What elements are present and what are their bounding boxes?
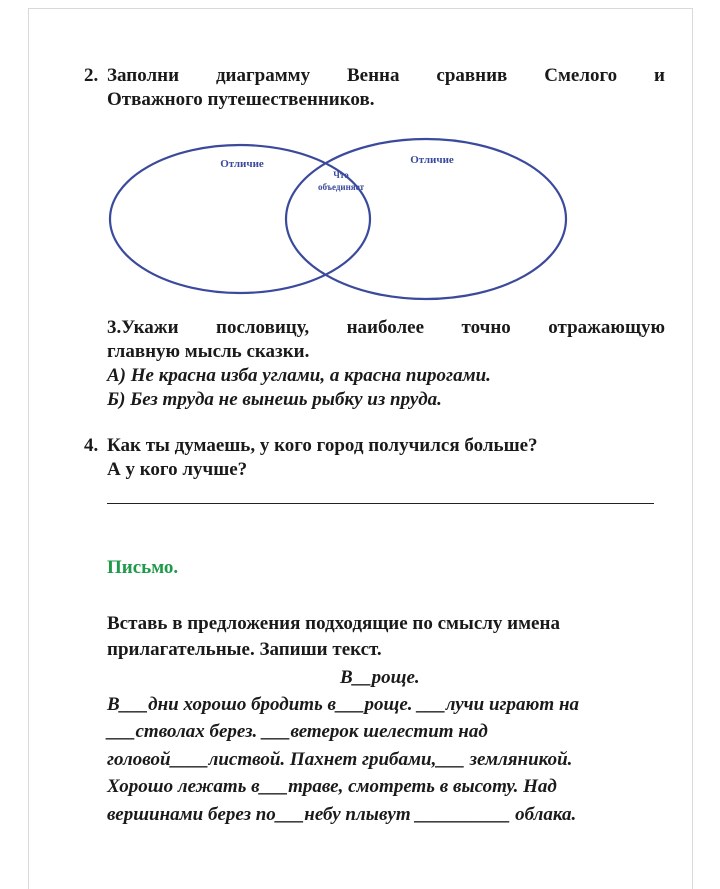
writing-heading: Письмо. xyxy=(107,557,179,578)
writing-text-line3: головой____листвой. Пахнет грибами,___ земляникой. xyxy=(107,749,573,770)
task4-number: 4. xyxy=(84,435,99,456)
venn-center-label-1: Что xyxy=(333,170,349,180)
task3-option-b: Б) Без труда не вынешь рыбку из пруда. xyxy=(107,389,442,410)
writing-text-line1: В___дни хорошо бродить в___роще. ___лучи играют на xyxy=(107,694,580,715)
venn-diagram xyxy=(100,136,580,326)
writing-text-line4: Хорошо лежать в___траве, смотреть в высоту. Над xyxy=(107,776,557,797)
venn-left-label: Отличие xyxy=(220,158,264,170)
task2-line2: Отважного путешественников. xyxy=(107,89,375,110)
writing-instruction-line1: Вставь в предложения подходящие по смыслу имена xyxy=(107,613,560,634)
task2-number: 2. xyxy=(84,65,99,86)
task4-line1: Как ты думаешь, у кого город получился больше? xyxy=(107,435,538,456)
writing-text-title: В__роще. xyxy=(340,667,420,688)
writing-instruction-line2: прилагательные. Запиши текст. xyxy=(107,639,382,660)
task3-option-a: А) Не красна изба углами, а красна пирогами. xyxy=(107,365,491,386)
writing-text-line2: ___стволах берез. ___ветерок шелестит над xyxy=(107,721,488,742)
task4-line2: А у кого лучше? xyxy=(107,459,248,480)
venn-center-label-2: объединяет xyxy=(317,182,365,192)
writing-text-line5: вершинами берез по___небу плывут __________ облака. xyxy=(107,804,577,825)
task2-line1: Заполни диаграмму Венна сравнив Смелого и xyxy=(107,65,665,86)
answer-line xyxy=(107,503,654,504)
venn-right-label: Отличие xyxy=(410,154,454,166)
task3-line2: главную мысль сказки. xyxy=(107,341,310,362)
task3-line1: 3.Укажи пословицу, наиболее точно отражающую xyxy=(107,317,665,338)
